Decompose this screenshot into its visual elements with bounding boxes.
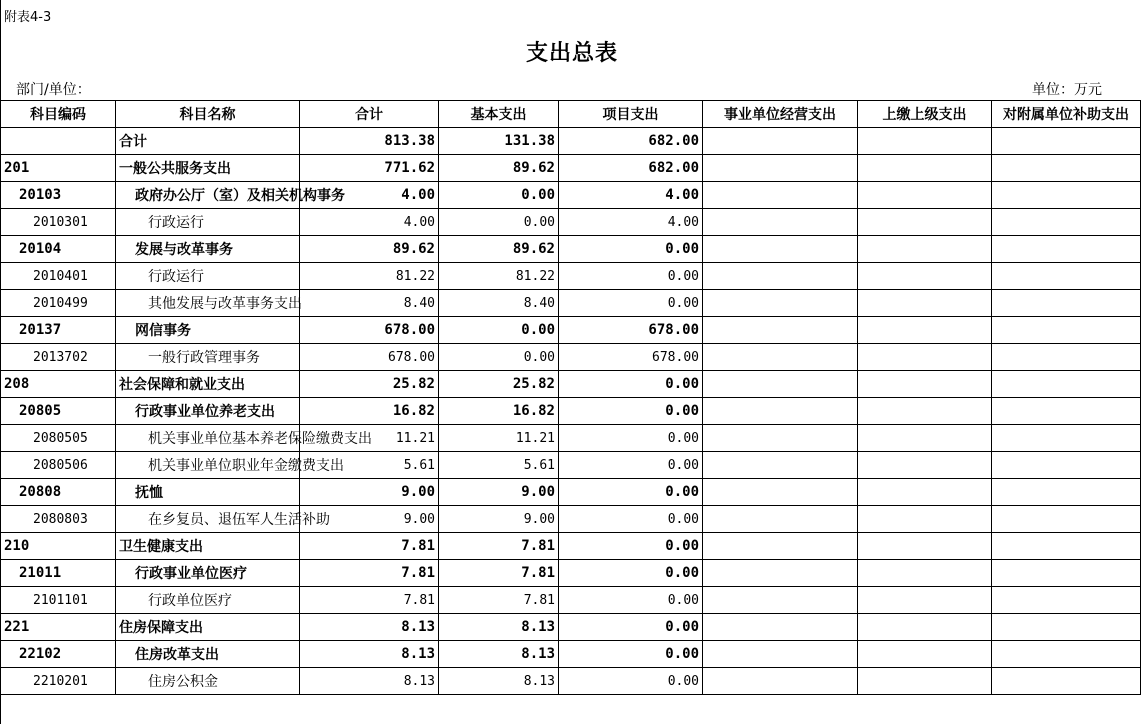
subsidy-cell[interactable] [992, 506, 1141, 533]
code-cell[interactable]: 20805 [1, 398, 116, 425]
project-cell[interactable]: 0.00 [559, 614, 703, 641]
remit-cell[interactable] [858, 506, 992, 533]
col-header-subsidy: 对附属单位补助支出 [992, 101, 1141, 128]
code-cell[interactable]: 2010401 [1, 263, 116, 290]
business-cell[interactable] [703, 236, 858, 263]
remit-cell[interactable] [858, 587, 992, 614]
basic-cell[interactable]: 81.22 [439, 263, 559, 290]
remit-cell[interactable] [858, 452, 992, 479]
code-cell[interactable]: 2010301 [1, 209, 116, 236]
code-cell[interactable]: 210 [1, 533, 116, 560]
col-header-remit: 上缴上级支出 [858, 101, 992, 128]
table-row[interactable] [1, 398, 1141, 425]
name-cell[interactable]: 行政运行 [116, 263, 300, 290]
remit-cell[interactable] [858, 614, 992, 641]
remit-cell[interactable] [858, 479, 992, 506]
subsidy-cell[interactable] [992, 128, 1141, 155]
code-cell[interactable]: 20137 [1, 317, 116, 344]
business-cell[interactable] [703, 506, 858, 533]
basic-cell[interactable]: 11.21 [439, 425, 559, 452]
total-cell[interactable]: 25.82 [300, 371, 439, 398]
total-cell[interactable]: 9.00 [300, 506, 439, 533]
subsidy-cell[interactable] [992, 209, 1141, 236]
name-cell[interactable]: 一般公共服务支出 [116, 155, 300, 182]
project-cell[interactable]: 0.00 [559, 290, 703, 317]
name-cell[interactable]: 机关事业单位职业年金缴费支出 [116, 452, 300, 479]
table-row[interactable] [1, 182, 1141, 209]
total-cell[interactable]: 813.38 [300, 128, 439, 155]
code-cell[interactable]: 2101101 [1, 587, 116, 614]
basic-cell[interactable]: 9.00 [439, 506, 559, 533]
page-title: 支出总表 [525, 41, 618, 66]
basic-cell[interactable]: 89.62 [439, 236, 559, 263]
total-cell[interactable]: 81.22 [300, 263, 439, 290]
name-cell[interactable]: 卫生健康支出 [116, 533, 300, 560]
project-cell[interactable]: 0.00 [559, 587, 703, 614]
table-row[interactable] [1, 641, 1141, 668]
subsidy-cell[interactable] [992, 317, 1141, 344]
project-cell[interactable]: 0.00 [559, 425, 703, 452]
basic-cell[interactable]: 0.00 [439, 182, 559, 209]
subsidy-cell[interactable] [992, 155, 1141, 182]
table-row[interactable] [1, 668, 1141, 695]
table-row[interactable] [1, 155, 1141, 182]
remit-cell[interactable] [858, 263, 992, 290]
remit-cell[interactable] [858, 425, 992, 452]
code-cell[interactable]: 20808 [1, 479, 116, 506]
table-row[interactable] [1, 236, 1141, 263]
name-cell[interactable]: 发展与改革事务 [116, 236, 300, 263]
total-cell[interactable]: 5.61 [300, 452, 439, 479]
basic-cell[interactable]: 8.13 [439, 641, 559, 668]
table-row[interactable] [1, 533, 1141, 560]
subsidy-cell[interactable] [992, 641, 1141, 668]
table-row[interactable] [1, 344, 1141, 371]
basic-cell[interactable]: 9.00 [439, 479, 559, 506]
name-cell[interactable]: 其他发展与改革事务支出 [116, 290, 300, 317]
project-cell[interactable]: 0.00 [559, 398, 703, 425]
code-cell[interactable]: 2210201 [1, 668, 116, 695]
subsidy-cell[interactable] [992, 290, 1141, 317]
remit-cell[interactable] [858, 398, 992, 425]
basic-cell[interactable]: 8.13 [439, 614, 559, 641]
business-cell[interactable] [703, 344, 858, 371]
basic-cell[interactable]: 131.38 [439, 128, 559, 155]
col-header-name: 科目名称 [116, 101, 300, 128]
total-cell[interactable]: 7.81 [300, 533, 439, 560]
business-cell[interactable] [703, 128, 858, 155]
col-header-basic: 基本支出 [439, 101, 559, 128]
subsidy-cell[interactable] [992, 452, 1141, 479]
remit-cell[interactable] [858, 641, 992, 668]
remit-cell[interactable] [858, 560, 992, 587]
project-cell[interactable]: 0.00 [559, 236, 703, 263]
project-cell[interactable]: 682.00 [559, 128, 703, 155]
subsidy-cell[interactable] [992, 236, 1141, 263]
name-cell[interactable]: 抚恤 [116, 479, 300, 506]
total-cell[interactable]: 678.00 [300, 344, 439, 371]
table-row[interactable] [1, 317, 1141, 344]
col-header-code: 科目编码 [1, 101, 116, 128]
basic-cell[interactable]: 8.40 [439, 290, 559, 317]
name-cell[interactable]: 网信事务 [116, 317, 300, 344]
unit-label: 单位：万元 [1032, 82, 1102, 98]
total-cell[interactable]: 771.62 [300, 155, 439, 182]
business-cell[interactable] [703, 263, 858, 290]
basic-cell[interactable]: 0.00 [439, 344, 559, 371]
business-cell[interactable] [703, 668, 858, 695]
business-cell[interactable] [703, 317, 858, 344]
total-cell[interactable]: 16.82 [300, 398, 439, 425]
code-cell[interactable]: 21011 [1, 560, 116, 587]
dept-label: 部门/单位： [16, 82, 91, 98]
remit-cell[interactable] [858, 155, 992, 182]
basic-cell[interactable]: 7.81 [439, 533, 559, 560]
subsidy-cell[interactable] [992, 398, 1141, 425]
table-row[interactable] [1, 452, 1141, 479]
subsidy-cell[interactable] [992, 614, 1141, 641]
project-cell[interactable]: 678.00 [559, 317, 703, 344]
table-row[interactable] [1, 371, 1141, 398]
basic-cell[interactable]: 0.00 [439, 209, 559, 236]
business-cell[interactable] [703, 452, 858, 479]
remit-cell[interactable] [858, 317, 992, 344]
project-cell[interactable]: 0.00 [559, 452, 703, 479]
table-row[interactable] [1, 425, 1141, 452]
name-cell[interactable]: 行政事业单位医疗 [116, 560, 300, 587]
code-cell[interactable]: 208 [1, 371, 116, 398]
total-cell[interactable]: 89.62 [300, 236, 439, 263]
total-cell[interactable]: 11.21 [300, 425, 439, 452]
remit-cell[interactable] [858, 290, 992, 317]
total-cell[interactable]: 8.40 [300, 290, 439, 317]
business-cell[interactable] [703, 479, 858, 506]
name-cell[interactable]: 行政运行 [116, 209, 300, 236]
code-cell[interactable]: 22102 [1, 641, 116, 668]
remit-cell[interactable] [858, 668, 992, 695]
table-row[interactable] [1, 128, 1141, 155]
col-header-business: 事业单位经营支出 [703, 101, 858, 128]
table-row[interactable] [1, 587, 1141, 614]
table-row[interactable] [1, 560, 1141, 587]
name-cell[interactable]: 行政事业单位养老支出 [116, 398, 300, 425]
project-cell[interactable]: 0.00 [559, 641, 703, 668]
table-row[interactable] [1, 263, 1141, 290]
total-cell[interactable]: 8.13 [300, 641, 439, 668]
basic-cell[interactable]: 8.13 [439, 668, 559, 695]
code-cell[interactable]: 2080803 [1, 506, 116, 533]
project-cell[interactable]: 682.00 [559, 155, 703, 182]
attachment-label: 附表4-3 [4, 10, 52, 25]
total-cell[interactable]: 7.81 [300, 560, 439, 587]
project-cell[interactable]: 0.00 [559, 263, 703, 290]
remit-cell[interactable] [858, 236, 992, 263]
code-cell[interactable]: 201 [1, 155, 116, 182]
code-cell[interactable]: 20104 [1, 236, 116, 263]
total-cell[interactable]: 678.00 [300, 317, 439, 344]
subsidy-cell[interactable] [992, 668, 1141, 695]
total-cell[interactable]: 4.00 [300, 209, 439, 236]
subsidy-cell[interactable] [992, 371, 1141, 398]
code-cell[interactable]: 221 [1, 614, 116, 641]
project-cell[interactable]: 4.00 [559, 209, 703, 236]
code-cell[interactable]: 20103 [1, 182, 116, 209]
code-cell[interactable]: 2080505 [1, 425, 116, 452]
total-cell[interactable]: 8.13 [300, 614, 439, 641]
remit-cell[interactable] [858, 371, 992, 398]
business-cell[interactable] [703, 182, 858, 209]
business-cell[interactable] [703, 209, 858, 236]
business-cell[interactable] [703, 641, 858, 668]
name-cell[interactable]: 在乡复员、退伍军人生活补助 [116, 506, 300, 533]
project-cell[interactable]: 0.00 [559, 533, 703, 560]
code-cell[interactable] [1, 128, 116, 155]
project-cell[interactable]: 0.00 [559, 668, 703, 695]
code-cell[interactable]: 2080506 [1, 452, 116, 479]
subsidy-cell[interactable] [992, 479, 1141, 506]
basic-cell[interactable]: 7.81 [439, 560, 559, 587]
subsidy-cell[interactable] [992, 587, 1141, 614]
total-cell[interactable]: 7.81 [300, 587, 439, 614]
business-cell[interactable] [703, 587, 858, 614]
remit-cell[interactable] [858, 128, 992, 155]
business-cell[interactable] [703, 398, 858, 425]
subsidy-cell[interactable] [992, 425, 1141, 452]
business-cell[interactable] [703, 560, 858, 587]
total-cell[interactable]: 4.00 [300, 182, 439, 209]
expenditure-table [0, 100, 1141, 695]
project-cell[interactable]: 678.00 [559, 344, 703, 371]
total-cell[interactable]: 9.00 [300, 479, 439, 506]
remit-cell[interactable] [858, 344, 992, 371]
project-cell[interactable]: 0.00 [559, 371, 703, 398]
business-cell[interactable] [703, 371, 858, 398]
name-cell[interactable]: 住房改革支出 [116, 641, 300, 668]
project-cell[interactable]: 4.00 [559, 182, 703, 209]
col-header-total: 合计 [300, 101, 439, 128]
business-cell[interactable] [703, 425, 858, 452]
remit-cell[interactable] [858, 209, 992, 236]
subsidy-cell[interactable] [992, 560, 1141, 587]
table-row[interactable] [1, 614, 1141, 641]
business-cell[interactable] [703, 533, 858, 560]
business-cell[interactable] [703, 614, 858, 641]
code-cell[interactable]: 2010499 [1, 290, 116, 317]
name-cell[interactable]: 社会保障和就业支出 [116, 371, 300, 398]
basic-cell[interactable]: 16.82 [439, 398, 559, 425]
table-row[interactable] [1, 290, 1141, 317]
remit-cell[interactable] [858, 182, 992, 209]
table-row[interactable] [1, 506, 1141, 533]
basic-cell[interactable]: 0.00 [439, 317, 559, 344]
total-cell[interactable]: 8.13 [300, 668, 439, 695]
col-header-project: 项目支出 [559, 101, 703, 128]
name-cell[interactable]: 一般行政管理事务 [116, 344, 300, 371]
table-row[interactable] [1, 479, 1141, 506]
name-cell[interactable]: 行政单位医疗 [116, 587, 300, 614]
basic-cell[interactable]: 89.62 [439, 155, 559, 182]
subsidy-cell[interactable] [992, 182, 1141, 209]
table-row[interactable] [1, 209, 1141, 236]
name-cell[interactable]: 政府办公厅（室）及相关机构事务 [116, 182, 300, 209]
basic-cell[interactable]: 25.82 [439, 371, 559, 398]
subsidy-cell[interactable] [992, 533, 1141, 560]
subsidy-cell[interactable] [992, 344, 1141, 371]
basic-cell[interactable]: 7.81 [439, 587, 559, 614]
project-cell[interactable]: 0.00 [559, 479, 703, 506]
table-header-row [1, 101, 1141, 128]
basic-cell[interactable]: 5.61 [439, 452, 559, 479]
business-cell[interactable] [703, 290, 858, 317]
remit-cell[interactable] [858, 533, 992, 560]
name-cell[interactable]: 住房保障支出 [116, 614, 300, 641]
table-body [1, 128, 1141, 695]
project-cell[interactable]: 0.00 [559, 560, 703, 587]
code-cell[interactable]: 2013702 [1, 344, 116, 371]
name-cell[interactable]: 合计 [116, 128, 300, 155]
name-cell[interactable]: 住房公积金 [116, 668, 300, 695]
subsidy-cell[interactable] [992, 263, 1141, 290]
business-cell[interactable] [703, 155, 858, 182]
name-cell[interactable]: 机关事业单位基本养老保险缴费支出 [116, 425, 300, 452]
project-cell[interactable]: 0.00 [559, 506, 703, 533]
